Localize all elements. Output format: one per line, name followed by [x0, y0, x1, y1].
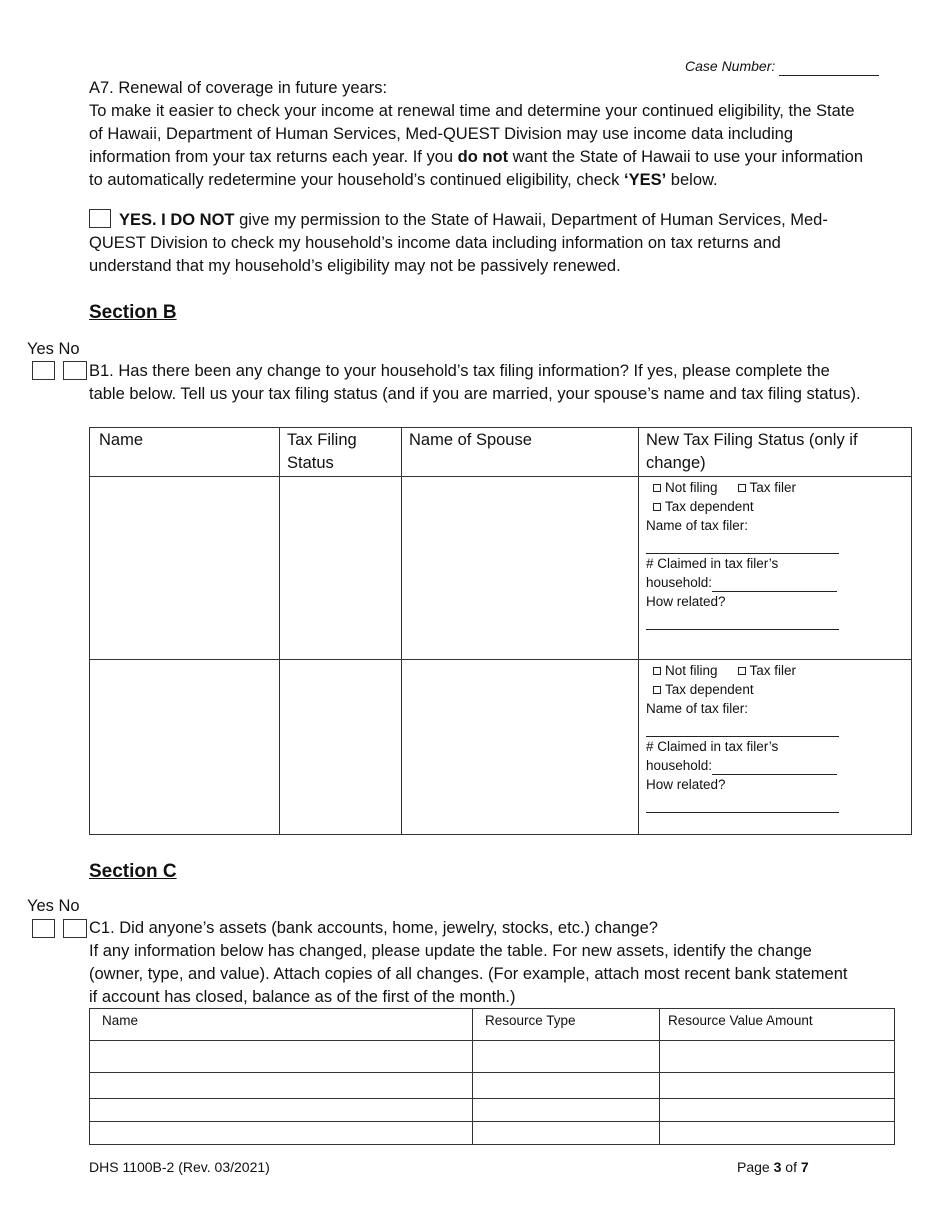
- cell-name[interactable]: [90, 1099, 473, 1122]
- a7-title: A7. Renewal of coverage in future years:: [89, 79, 388, 97]
- assets-table: [89, 1008, 895, 1145]
- a7-yes-checkbox[interactable]: [89, 209, 111, 228]
- c1-question: C1. Did anyone’s assets (bank accounts, home, jewelry, stocks, etc.) change?: [89, 919, 658, 937]
- table-header-row: [90, 1009, 895, 1041]
- cell-new-status: [639, 660, 912, 835]
- cell-name[interactable]: [90, 1041, 473, 1073]
- tax-dependent-checkbox[interactable]: [653, 503, 661, 511]
- cell-name-of-spouse[interactable]: [402, 477, 639, 660]
- cell-name-of-spouse[interactable]: [402, 660, 639, 835]
- col-tax-filing-status: Tax Filing Status: [280, 428, 402, 477]
- a7-text-3: below.: [666, 171, 718, 189]
- b1-yes-checkbox[interactable]: [32, 361, 55, 380]
- cell-resource-type[interactable]: [473, 1073, 660, 1099]
- how-related-blank[interactable]: [646, 615, 839, 630]
- form-id: DHS 1100B-2 (Rev. 03/2021): [89, 1159, 270, 1175]
- not-filing-label: Not filing: [665, 663, 718, 678]
- a7-text-1: To make it easier to check your income at renewal time and determine your continued eligibility, the State of Hawaii, Department of Human Services, Med-QUEST Division may use income data including information from your tax returns each year. If you: [89, 102, 855, 166]
- table-row: [90, 477, 912, 660]
- cell-name[interactable]: [90, 1122, 473, 1145]
- name-of-filer-blank[interactable]: [646, 722, 839, 737]
- section-b-yes-no: Yes No: [27, 340, 80, 358]
- c1-yes-checkbox[interactable]: [32, 919, 55, 938]
- household-label: household:: [646, 758, 713, 773]
- b1-no-checkbox[interactable]: [63, 361, 87, 380]
- cell-resource-type[interactable]: [473, 1041, 660, 1073]
- not-filing-checkbox[interactable]: [653, 484, 661, 492]
- page-prefix: Page: [737, 1159, 774, 1175]
- col-resource-type: Resource Type: [473, 1009, 660, 1041]
- section-b-heading: Section B: [89, 302, 177, 323]
- table-row: [90, 1073, 895, 1099]
- cell-tax-filing-status[interactable]: [280, 660, 402, 835]
- claimed-label: # Claimed in tax filer’s: [646, 556, 779, 571]
- cell-resource-value[interactable]: [660, 1073, 895, 1099]
- tax-filer-label: Tax filer: [749, 480, 797, 495]
- page-total: 7: [800, 1159, 809, 1175]
- c1-no-checkbox[interactable]: [63, 919, 87, 938]
- table-row: [90, 1041, 895, 1073]
- col-name: Name: [90, 428, 280, 477]
- tax-dependent-label: Tax dependent: [665, 682, 754, 697]
- not-filing-label: Not filing: [665, 480, 718, 495]
- section-c-heading: Section C: [89, 861, 177, 882]
- table-row: [90, 660, 912, 835]
- table-row: [90, 1122, 895, 1145]
- how-related-label: How related?: [646, 594, 726, 609]
- tax-dependent-label: Tax dependent: [665, 499, 754, 514]
- section-c-yes-no: Yes No: [27, 897, 80, 915]
- a7-text-2: want the State of Hawaii to use your information to automatically redetermine your household’s continued eligibility, check: [89, 148, 864, 189]
- cell-resource-value[interactable]: [660, 1122, 895, 1145]
- case-number-label: Case Number:: [685, 58, 776, 74]
- cell-new-status: [639, 477, 912, 660]
- a7-opt-text: give my permission to the State of Hawaii, Department of Human Services, Med-QUEST Division to check my household’s income data including information on tax returns and understand that my household’s eligibility may not be passively renewed.: [89, 211, 828, 275]
- c1-instructions: If any information below has changed, please update the table. For new assets, identify the change (owner, type, and value). Attach copies of all changes. (For example, attach most recent bank statement if account has closed, balance as of the first of the month.): [89, 942, 848, 1006]
- tax-filer-checkbox[interactable]: [738, 484, 746, 492]
- a7-paragraph: [89, 100, 869, 192]
- name-of-filer-label: Name of tax filer:: [646, 518, 749, 533]
- tax-filing-table: [89, 427, 912, 835]
- name-of-filer-label: Name of tax filer:: [646, 701, 749, 716]
- col-new-tax-filing-status: New Tax Filing Status (only if change): [639, 428, 912, 477]
- tax-filer-checkbox[interactable]: [738, 667, 746, 675]
- tax-dependent-checkbox[interactable]: [653, 686, 661, 694]
- col-name: Name: [90, 1009, 473, 1041]
- a7-text-bold: do not: [457, 148, 509, 166]
- cell-name[interactable]: [90, 660, 280, 835]
- cell-name[interactable]: [90, 1073, 473, 1099]
- cell-resource-type[interactable]: [473, 1122, 660, 1145]
- name-of-filer-blank[interactable]: [646, 539, 839, 554]
- how-related-blank[interactable]: [646, 798, 839, 813]
- how-related-label: How related?: [646, 777, 726, 792]
- tax-filer-label: Tax filer: [749, 663, 797, 678]
- household-blank[interactable]: [712, 577, 837, 592]
- cell-name[interactable]: [90, 477, 280, 660]
- a7-opt-out: [89, 209, 864, 278]
- cell-resource-type[interactable]: [473, 1099, 660, 1122]
- table-header-row: [90, 428, 912, 477]
- claimed-label: # Claimed in tax filer’s: [646, 739, 779, 754]
- col-name-of-spouse: Name of Spouse: [402, 428, 639, 477]
- cell-resource-value[interactable]: [660, 1099, 895, 1122]
- case-number-field: [685, 57, 879, 76]
- page-of: of: [781, 1159, 801, 1175]
- a7-text-yes: ‘YES’: [624, 171, 667, 189]
- b1-question: B1. Has there been any change to your household’s tax filing information? If yes, please complete the table below. Tell us your tax filing status (and if you are married, your spouse’s name and tax filing status).: [89, 362, 861, 403]
- case-number-blank[interactable]: [779, 61, 879, 76]
- cell-tax-filing-status[interactable]: [280, 477, 402, 660]
- household-label: household:: [646, 575, 713, 590]
- cell-resource-value[interactable]: [660, 1041, 895, 1073]
- not-filing-checkbox[interactable]: [653, 667, 661, 675]
- table-row: [90, 1099, 895, 1122]
- page-current: 3: [773, 1159, 782, 1175]
- page-number: [737, 1158, 809, 1177]
- household-blank[interactable]: [712, 760, 837, 775]
- a7-opt-bold: YES. I DO NOT: [119, 211, 235, 229]
- col-resource-value: Resource Value Amount: [660, 1009, 895, 1041]
